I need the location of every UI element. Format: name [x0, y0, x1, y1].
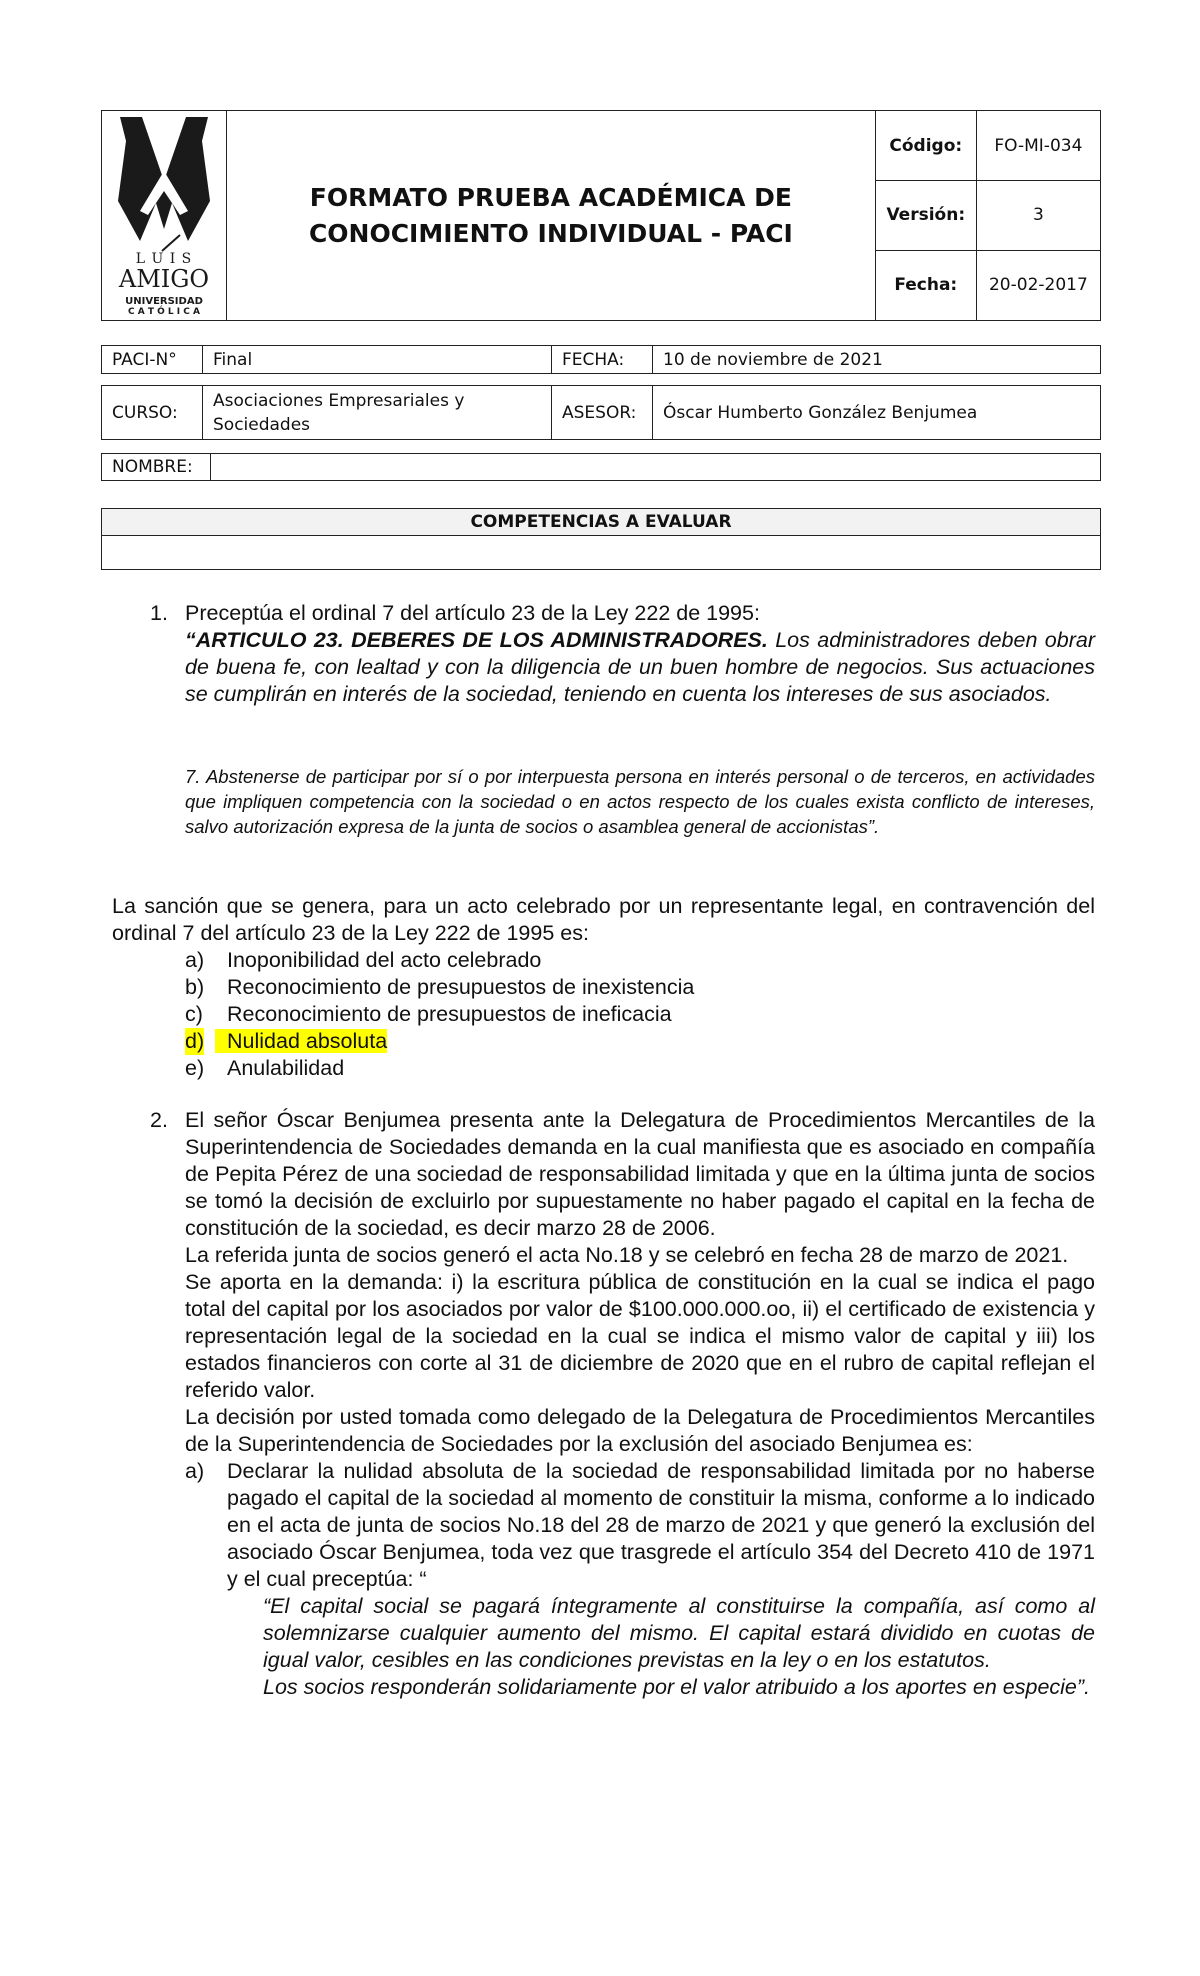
question-1-intro: Preceptúa el ordinal 7 del artículo 23 de la Ley 222 de 1995: [185, 601, 760, 625]
version-label: Versión: [875, 181, 976, 250]
option-letter: a) [185, 1459, 205, 1483]
fecha-value: 20-02-2017 [976, 250, 1100, 320]
logo-text-luis: L U I S [135, 251, 193, 267]
codigo-label: Código: [875, 111, 976, 181]
option-text: Reconocimiento de presupuestos de ineficacia [227, 1002, 672, 1026]
question-2-paragraph-1: El señor Óscar Benjumea presenta ante la Delegatura de Procedimientos Mercantiles de la Superintendencia de Sociedades demanda en la cual manifiesta que es asociado en compañía de Pepita Pérez de una sociedad de responsabilidad limitada y que en la última junta de socios se tomó la decisión de excluirlo por supuestamente no haber pagado el capital en la fecha de constitución de la sociedad, es decir marzo 28 de 2006. [185, 1108, 1095, 1240]
nombre-label: NOMBRE: [102, 454, 211, 481]
logo-text-amigo: AMIGO [118, 265, 210, 293]
curso-label: CURSO: [102, 386, 203, 440]
competencias-heading: COMPETENCIAS A EVALUAR [102, 509, 1101, 536]
logo-text-catolica: C A T Ó L I C A [128, 307, 200, 315]
question-1-number: 1. [150, 601, 168, 625]
question-1-prompt: La sanción que se genera, para un acto celebrado por un representante legal, en contravención del ordinal 7 del artículo 23 de la Ley 222 de 1995 es: [112, 894, 1095, 945]
question-2-number: 2. [150, 1108, 168, 1132]
fecha-label: Fecha: [875, 250, 976, 320]
title-cell [227, 111, 876, 321]
question-2-paragraph-2: La referida junta de socios generó el acta No.18 y se celebró en fecha 28 de marzo de 2021. [185, 1243, 1069, 1267]
question-2-paragraph-3: Se aporta en la demanda: i) la escritura pública de constitución en la cual se indica el pago total del capital por los asociados por valor de $100.000.000.oo, ii) el certificado de existencia y representación legal de la sociedad en la cual se indica el mismo valor de capital y iii) los estados financieros con corte al 31 de diciembre de 2020 que en el rubro de capital reflejan el referido valor. [185, 1270, 1095, 1402]
option-d-highlighted[interactable] [185, 1028, 1095, 1055]
question-1-quote-text: Los administradores deben obrar de buena fe, con lealtad y con la diligencia de un buen hombre de negocios. Sus actuaciones se cumplirán en interés de la sociedad, teniendo en cuenta los intereses de sus asociados. [185, 628, 1095, 706]
university-logo [102, 111, 226, 315]
option-text: Inoponibilidad del acto celebrado [227, 948, 542, 972]
option-text: Anulabilidad [227, 1056, 345, 1080]
title-line-2: CONOCIMIENTO INDIVIDUAL - PACI [308, 218, 793, 248]
option-a[interactable] [185, 947, 1095, 974]
question-2-body [185, 1107, 1095, 1701]
option-letter: b) [185, 975, 205, 999]
option-letter: a) [185, 948, 205, 972]
asesor-label: ASESOR: [552, 386, 653, 440]
option-b[interactable] [185, 974, 1095, 1001]
option-text: Declarar la nulidad absoluta de la sociedad de responsabilidad limitada por no haberse pagado el capital de la sociedad al momento de constituir la misma, conforme a lo indicado en el acta de junta de socios No.18 del 28 de marzo de 2021 y que generó la exclusión del asociado Óscar Benjumea, toda vez que trasgrede el artículo 354 del Decreto 410 de 1971 y el cual preceptúa: “ [227, 1459, 1095, 1591]
question-2-quote-1: “El capital social se pagará íntegramente al constituirse la compañía, así como al solemnizarse cualquier aumento del mismo. El capital estará dividido en cuotas de igual valor, cesibles en las condiciones previstas en la ley o en los estatutos. [263, 1594, 1095, 1672]
header-table [101, 110, 1101, 321]
logo-text-universidad: UNIVERSIDAD [125, 296, 203, 307]
codigo-value: FO-MI-034 [976, 111, 1100, 181]
nombre-field[interactable] [211, 454, 1101, 481]
question-1-quote [185, 627, 1095, 708]
option-text: Nulidad absoluta [215, 1029, 387, 1053]
logo-cell [102, 111, 227, 321]
curso-value-line-1: Asociaciones Empresariales y [213, 390, 465, 411]
question-2-option-a[interactable] [185, 1458, 1095, 1701]
paci-value: Final [203, 346, 552, 374]
curso-table [101, 385, 1101, 440]
competencias-content[interactable] [102, 536, 1101, 570]
option-c[interactable] [185, 1001, 1095, 1028]
question-1-quote-title: “ARTICULO 23. DEBERES DE LOS ADMINISTRADORES. [185, 628, 768, 652]
competencias-table [101, 508, 1101, 570]
question-2-quote-2: Los socios responderán solidariamente por el valor atribuido a los aportes en especie”. [263, 1675, 1091, 1699]
option-text: Reconocimiento de presupuestos de inexistencia [227, 975, 695, 999]
question-1-ordinal: 7. Abstenerse de participar por sí o por interpuesta persona en interés personal o de terceros, en actividades que impliquen competencia con la sociedad o en actos respecto de los cuales exista conflicto de intereses, salvo autorización expresa de la junta de socios o asamblea general de accionistas”. [185, 766, 1095, 837]
curso-value-line-2: Sociedades [213, 414, 311, 435]
fecha-info-label: FECHA: [552, 346, 653, 374]
option-letter: c) [185, 1002, 203, 1026]
option-letter: e) [185, 1056, 205, 1080]
info-table [101, 345, 1101, 374]
paci-label: PACI-N° [102, 346, 203, 374]
option-letter: d) [185, 1029, 205, 1053]
document-title [237, 180, 865, 252]
question-2-paragraph-4: La decisión por usted tomada como delegado de la Delegatura de Procedimientos Mercantiles de la Superintendencia de Sociedades por la exclusión del asociado Benjumea es: [185, 1405, 1095, 1456]
option-e[interactable] [185, 1055, 1095, 1082]
nombre-table [101, 453, 1101, 481]
title-line-1: FORMATO PRUEBA ACADÉMICA DE [309, 182, 793, 212]
fecha-info-value: 10 de noviembre de 2021 [653, 346, 1101, 374]
asesor-value: Óscar Humberto González Benjumea [653, 386, 1101, 440]
curso-value [203, 386, 552, 440]
version-value: 3 [976, 181, 1100, 250]
question-1-options [185, 947, 1095, 1082]
